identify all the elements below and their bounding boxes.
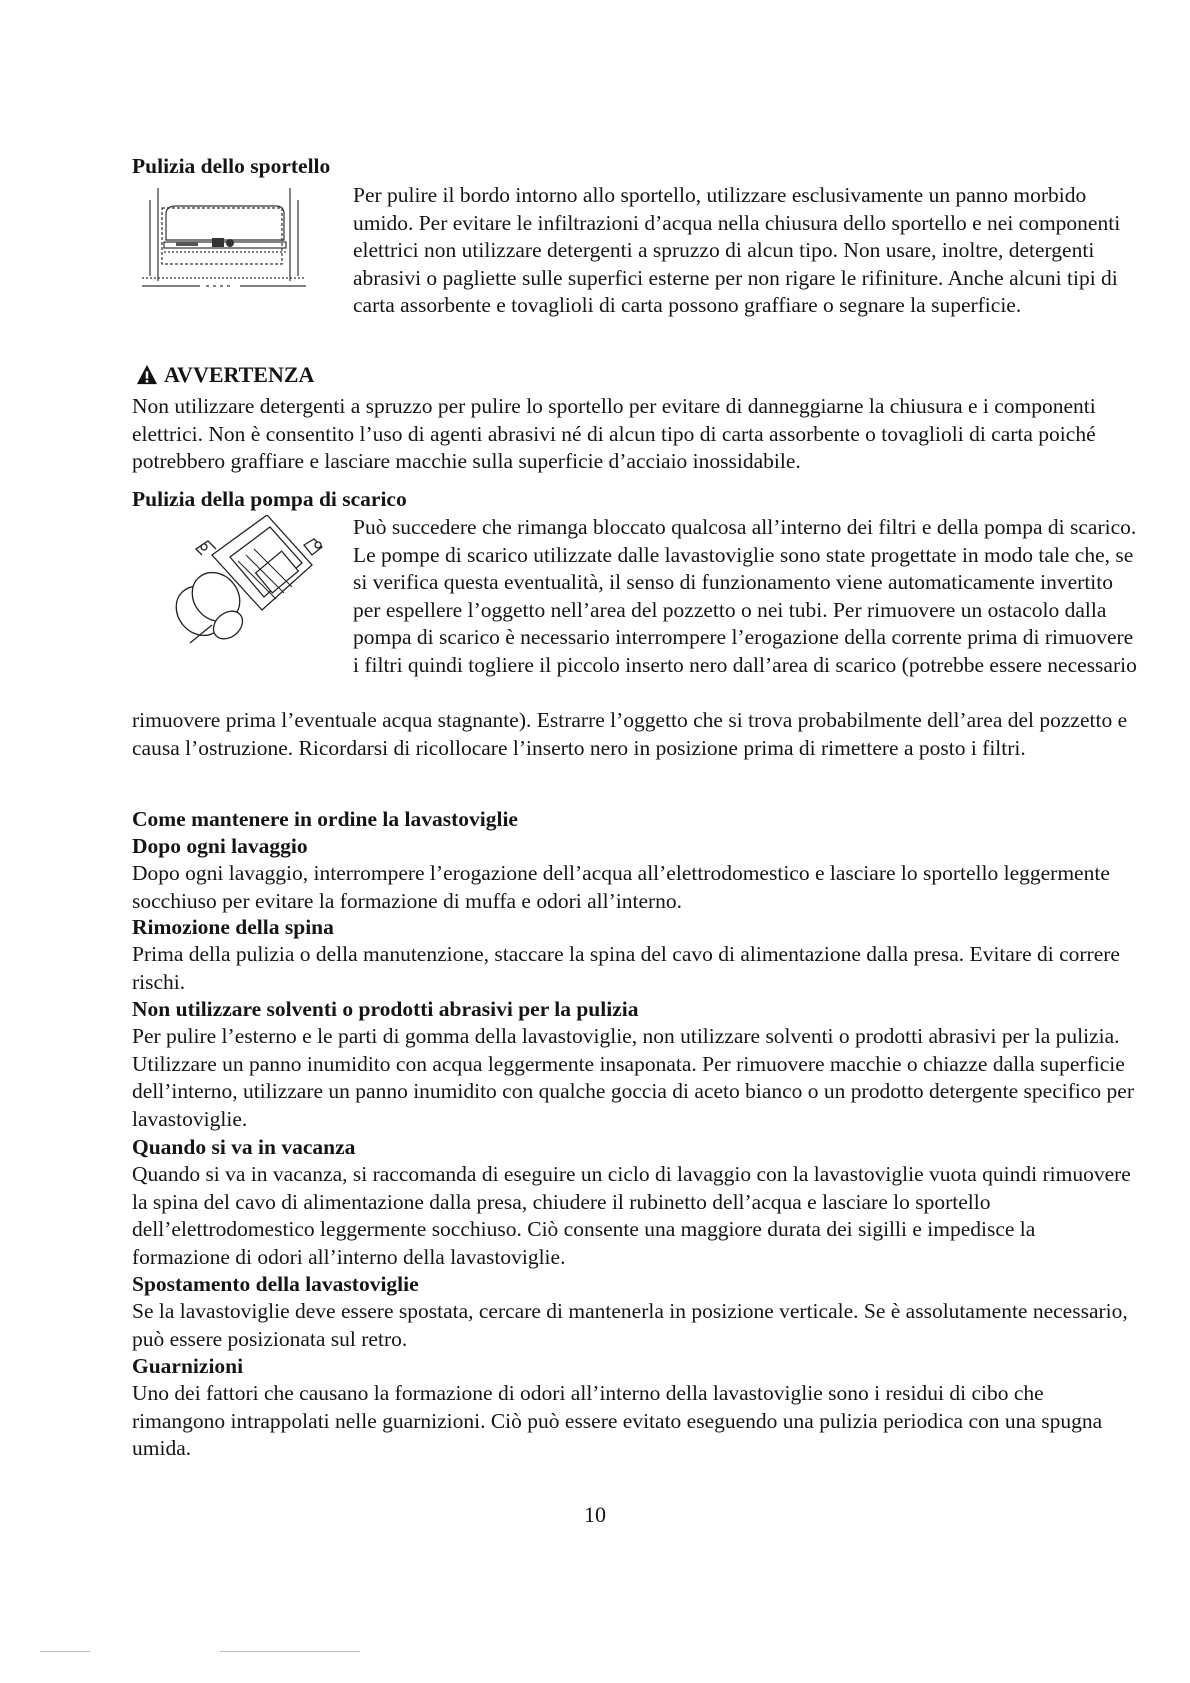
seals-heading: Guarnizioni [132, 1354, 244, 1378]
pump-text-continued: rimuovere prima l’eventuale acqua stagnante). Estrarre l’oggetto che si trova probabilmente dell’area del pozzetto e causa l’ostruzione. Ricordarsi di ricollocare l’inserto nero in posizione prima di rimettere a posto i filtri. [132, 708, 1128, 760]
door-illustration [140, 186, 310, 294]
plug-heading: Rimozione della spina [132, 915, 334, 939]
scan-mark [220, 1651, 360, 1652]
pump-heading: Pulizia della pompa di scarico [132, 487, 407, 511]
warning-title-text: AVVERTENZA [164, 362, 315, 387]
care-heading: Come mantenere in ordine la lavastoviglie [132, 807, 518, 831]
moving-heading: Spostamento della lavastoviglie [132, 1272, 419, 1296]
moving-text: Se la lavastoviglie deve essere spostata, cercare di mantenerla in posizione verticale. Se è assolutamente necessario, può essere posizionata sul retro. [132, 1299, 1128, 1351]
solvents-text: Per pulire l’esterno e le parti di gomma della lavastoviglie, non utilizzare solventi o prodotti abrasivi per la pulizia. Utilizzare un panno inumidito con acqua leggermente insaponata. Per rimuovere macchie o chiazze dalla superficie dell’interno, utilizzare un panno inumidito con qualche goccia di aceto bianco o un prodotto detergente specifico per lavastoviglie. [132, 1024, 1134, 1131]
holiday-text: Quando si va in vacanza, si raccomanda di eseguire un ciclo di lavaggio con la lavastoviglie vuota quindi rimuovere la spina del cavo di alimentazione dalla presa, chiudere il rubinetto dell’acqua e lasciare lo sportello dell’elettrodomestico leggermente socchiuso. Ciò consente una maggiore durata dei sigilli e impedisce la formazione di odori all’interno della lavastoviglie. [132, 1162, 1131, 1269]
warning-title [136, 362, 314, 388]
door-text: Per pulire il bordo intorno allo sportello, utilizzare esclusivamente un panno morbido umido. Per evitare le infiltrazioni d’acqua nella chiusura dello sportello e nei componenti elettrici non utilizzare detergenti a spruzzo di alcun tipo. Non usare, inoltre, detergenti abrasivi o pagliette sulle superfici esterne per non rigare le rifiniture. Anche alcuni tipi di carta assorbente e tovaglioli di carta possono graffiare o segnare la superficie. [353, 183, 1121, 318]
scan-mark [40, 1651, 90, 1652]
after-wash-heading: Dopo ogni lavaggio [132, 834, 308, 858]
pump-illustration [172, 515, 342, 645]
after-wash-text: Dopo ogni lavaggio, interrompere l’erogazione dell’acqua all’elettrodomestico e lasciare lo sportello leggermente socchiuso per evitare la formazione di muffa e odori all’interno. [132, 861, 1110, 913]
pump-text: Può succedere che rimanga bloccato qualcosa all’interno dei filtri e della pompa di scarico. Le pompe di scarico utilizzate dalle lavastoviglie sono state progettate in modo tale che, se si verifica questa eventualità, il senso di funzionamento viene automaticamente invertito per espellere l’oggetto nell’area del pozzetto o nei tubi. Per rimuovere un ostacolo dalla pompa di scarico è necessario interrompere l’erogazione della corrente prima di rimuovere i filtri quindi togliere il piccolo inserto nero dall’area di scarico (potrebbe essere necessario [353, 515, 1137, 677]
solvents-heading: Non utilizzare solventi o prodotti abrasivi per la pulizia [132, 997, 639, 1021]
seals-text: Uno dei fattori che causano la formazione di odori all’interno della lavastoviglie sono i residui di cibo che rimangono intrappolati nelle guarnizioni. Ciò può essere evitato eseguendo una pulizia periodica con una spugna umida. [132, 1381, 1103, 1461]
door-heading: Pulizia dello sportello [132, 154, 331, 178]
warning-text: Non utilizzare detergenti a spruzzo per pulire lo sportello per evitare di danneggiarne la chiusura e i componenti elettrici. Non è consentito l’uso di agenti abrasivi né di alcun tipo di carta assorbente o tovaglioli di carta poiché potrebbero graffiare e lasciare macchie sulla superficie d’acciaio inossidabile. [132, 394, 1096, 474]
plug-text: Prima della pulizia o della manutenzione, staccare la spina del cavo di alimentazione dalla presa. Evitare di correre rischi. [132, 942, 1120, 994]
page-number: 10 [584, 1502, 606, 1527]
warning-triangle-icon [136, 364, 158, 386]
holiday-heading: Quando si va in vacanza [132, 1135, 356, 1159]
